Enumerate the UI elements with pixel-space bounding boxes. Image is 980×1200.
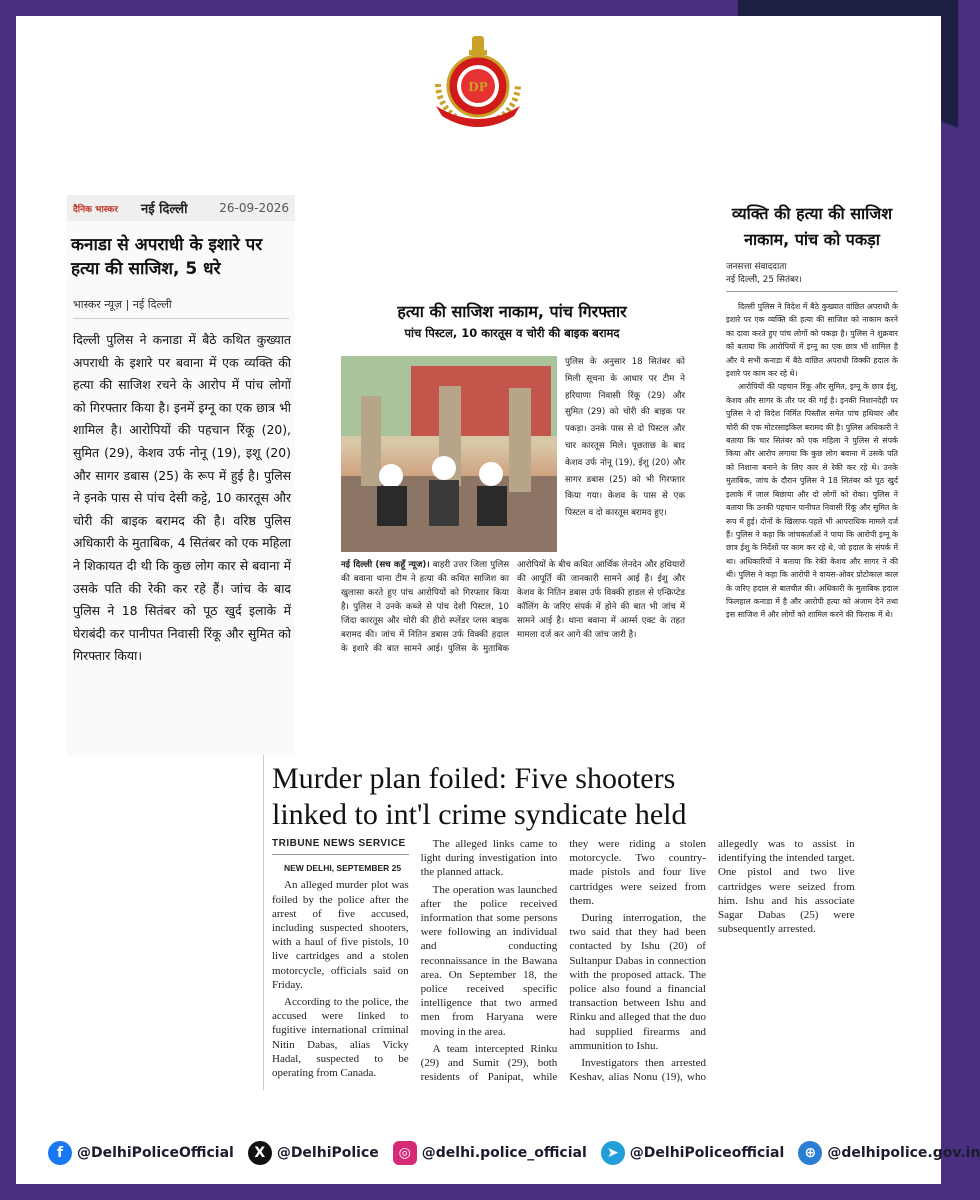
arrest-photo <box>341 356 557 552</box>
jansatta-body <box>726 300 898 622</box>
tribune-service: TRIBUNE NEWS SERVICE <box>272 837 409 855</box>
sachkahoon-headline: हत्या की साजिश नाकाम, पांच गिरफ्तार <box>397 302 627 321</box>
sachkahoon-right-column: पुलिस के अनुसार 18 सितंबर को मिली सूचना के आधार पर टीम ने हरियाणा निवासी रिंकू (29) और सुमित (29) को चोरी की बाइक पर पकड़ा। उनके पास से दो पिस्टल और चार कारतूस मिले। पूछताछ के बाद केशव उर्फ नोनू (19), ईशु (20) और सागर डबास (25) को भी गिरफ्तार किया गया। केशव के पास से एक पिस्टल व दो कारतूस बरामद हुए। <box>565 357 685 519</box>
facebook-handle: @DelhiPoliceOfficial <box>77 1145 234 1161</box>
bhaskar-byline: भास्कर न्यूज़ | नई दिल्ली <box>73 291 289 319</box>
bhaskar-body: दिल्ली पुलिस ने कनाडा में बैठे कथित कुख्यात अपराधी के इशारे पर बवाना में एक व्यक्ति की हत्या की साजिश रचने के आरोप में पांच लोगों को गिरफ्तार किया है। इनमें इग्नू का एक छात्र भी शामिल है। आरोपियों की पहचान रिंकू (20), सुमित (29), केशव उर्फ नोनू (19), इशू (20) और सागर डबास (25) के रूप में हुई है। पुलिस ने इनके पास से पांच देसी कट्टे, 10 कारतूस और चोरी की बाइक बरामद की है। वरिष्ठ पुलिस अधिकारी के मुताबिक, 4 सितंबर को एक महिला ने शिकायत दी थी कि कुछ लोग कार से बवाना में उसके पति की रेकी कर रहे हैं। जांच के बाद पुलिस ने 18 सितंबर को पूठ खुर्द इलाके में घेराबंदी कर पानीपत निवासी रिंकू और सुमित को गिरफ्तार किया। <box>73 332 291 664</box>
tribune-paragraph: According to the police, the accused were linked to fugitive international criminal Nitin Dabas, alias Vicky Hadal, suspected to be operating from Canada. <box>272 996 409 1080</box>
jansatta-headline: व्यक्ति की हत्या की साजिश नाकाम, पांच को पकड़ा <box>731 204 893 249</box>
logo-monogram: DP <box>468 80 488 94</box>
jansatta-byline-dateline: नई दिल्ली, 25 सितंबर। <box>726 275 802 285</box>
website-link[interactable] <box>798 1141 980 1165</box>
sachkahoon-subheadline: पांच पिस्टल, 10 कारतूस व चोरी की बाइक बरामद <box>404 326 620 340</box>
tribune-columns <box>272 837 855 1087</box>
x-link[interactable] <box>248 1141 379 1165</box>
jansatta-byline-reporter: जनसत्ता संवाददाता <box>726 262 787 272</box>
tribune-paragraph: An alleged murder plot was foiled by the police after the arrest of five accused, including suspected shooters, with a haul of five pistols, 10 live cartridges and a stolen motorcycle, officials said on Friday. <box>272 879 409 991</box>
sachkahoon-clipping <box>337 296 687 668</box>
bhaskar-date: 26-09-2026 <box>219 201 289 215</box>
sachkahoon-dateline: नई दिल्ली (सच कहूँ न्यूज)। <box>341 560 430 570</box>
jansatta-paragraph: आरोपियों की पहचान रिंकू और सुमित, इग्नू के छात्र ईशु, केशव और सागर के तौर पर की गई है। इनकी निशानदेही पर पुलिस ने दो विदेश निर्मित पिस्तौल समेत पांच हथियार और चोरी की एक मोटरसाइकिल बरामद की है। पुलिस अधिकारी ने बताया कि चार सितंबर को एक महिला ने पुलिस से संपर्क किया और आरोप लगाया कि कुछ लोग बवाना में उसके पति को निशाना बनाने के लिए कार से रेकी कर रहे थे। उनके मुताबिक, जांच के दौरान पुलिस ने 18 सितंबर को पूठ खुर्द इलाके में जाल बिछाया और दो लोगों को रोका। पुलिस ने बताया कि उनकी पहचान पानीपत निवासी रिंकू और सुमित के रूप में हुई। दोनों के खिलाफ पहले भी आपराधिक मामले दर्ज हैं। पुलिस ने कहा कि जांचकर्ताओं ने पाया कि आरोपी इग्नू के छात्र ईशु के निर्देशों पर काम कर रहे थे, जो हदाल के संपर्क में था। अधिकारियों ने बताया कि रेकी केशव और सागर ने की थी। पुलिस ने कहा कि आरोपी ने वायस-ओवर प्रोटोकाल काल के जरिए हदाल से बातचीत की। अधिकारी के मुताबिक हदाल फिलहाल कनाडा में है और आरोपी हत्या को अंजाम देने तथा इस साजिश में और लोगों को शामिल करने की फिराक में थे। <box>726 382 898 620</box>
telegram-icon: ➤ <box>601 1141 625 1165</box>
instagram-icon: ◎ <box>393 1141 417 1165</box>
facebook-icon: f <box>48 1141 72 1165</box>
jansatta-clipping <box>722 195 902 760</box>
x-icon: X <box>248 1141 272 1165</box>
tribune-paragraph: The operation was launched after the police received information that some persons were following an individual and conducting reconnaissance in the Bawana area. On September 18, the police received specific intelligence that two armed men from Haryana were moving in the area. <box>420 883 558 1038</box>
globe-icon: ⊕ <box>798 1141 822 1165</box>
tribune-headline: Murder plan foiled: Five shooters linked to int'l crime syndicate held <box>272 762 687 831</box>
tribune-paragraph: The alleged links came to light during investigation into the planned attack. <box>420 838 558 879</box>
instagram-handle: @delhi.police_official <box>421 1145 587 1161</box>
bhaskar-masthead: दैनिक भास्कर <box>73 204 118 215</box>
website-handle: @delhipolice.gov.in <box>827 1145 980 1161</box>
x-handle: @DelhiPolice <box>276 1145 379 1161</box>
delhi-police-logo <box>422 28 534 140</box>
bhaskar-header <box>67 195 295 221</box>
bhaskar-clipping <box>67 195 295 755</box>
tribune-paragraph: A team intercepted Rinku (29) and Sumit (29), both residents of Panipat, while they were riding a stolen motorcycle. Two country-made pistols and four live cartridges were seized from them. <box>420 838 706 1084</box>
tribune-paragraph: Investigators then arrested Keshav, alias Nonu (19), who allegedly was to assist in identifying the intended target. One pistol and two live cartridges were seized from him. Ishu and his associate Sagar Dabas (25) were subsequently arrested. <box>569 838 855 1084</box>
telegram-link[interactable] <box>601 1141 785 1165</box>
tribune-clipping <box>263 755 855 1090</box>
bhaskar-headline: कनाडा से अपराधी के इशारे पर हत्या की साजिश, 5 धरे <box>71 235 263 279</box>
jansatta-paragraph: दिल्ली पुलिस ने विदेश में बैठे कुख्यात वांछित अपराधी के इशारे पर एक व्यक्ति की हत्या की साजिश को नाकाम करने का दावा करते हुए पांच लोगों को पकड़ा है। पुलिस ने शुक्रवार को बताया कि आरोपियों में इग्नू का एक छात्र भी शामिल है और ये सभी कनाडा में बैठे वांछित अपराधी विक्की हदाल के इशारे पर काम कर रहे थे। <box>726 302 898 379</box>
bhaskar-city: नई दिल्ली <box>141 202 188 217</box>
social-footer <box>48 1138 980 1168</box>
telegram-handle: @DelhiPoliceofficial <box>629 1145 785 1161</box>
tribune-dateline: NEW DELHI, SEPTEMBER 25 <box>284 863 402 874</box>
facebook-link[interactable] <box>48 1141 234 1165</box>
tribune-paragraph: During interrogation, the two said that they had been contacted by Ishu (20) of Sultanpur Dabas in connection with the proposed attack. The police also found a financial transaction between Ishu and Rinku and alleged that the duo had supplied firearms and ammunition to Ishu. <box>569 912 706 1052</box>
instagram-link[interactable] <box>393 1141 587 1165</box>
sachkahoon-bottom-text: बाहरी उत्तर जिला पुलिस की बवाना थाना टीम ने हत्या की कथित साजिश का खुलासा करते हुए पांच आरोपियों को गिरफ्तार किया है। पुलिस ने उनके कब्जे से पांच देशी पिस्टल, 10 जिंदा कारतूस और चोरी की हीरो स्प्लेंडर प्लस बाइक बरामद की। जांच में नितिन डबास उर्फ विक्की हदाल के इशारे की बात सामने आई। पुलिस के मुताबिक आरोपियों के बीच कथित आर्थिक लेनदेन और हथियारों की आपूर्ति की जानकारी सामने आई है। ईशु और केशव के नितिन डबास उर्फ विक्की हाडल से एन्क्रिप्टेड कॉलिंग के जरिए संपर्क में होने की बात भी जांच में सामने आई है। थाना बवाना में आर्म्स एक्ट के तहत मामला दर्ज कर आगे की जांच जारी है। <box>341 560 685 654</box>
sachkahoon-bottom-columns <box>341 558 685 666</box>
jansatta-byline <box>726 261 898 292</box>
